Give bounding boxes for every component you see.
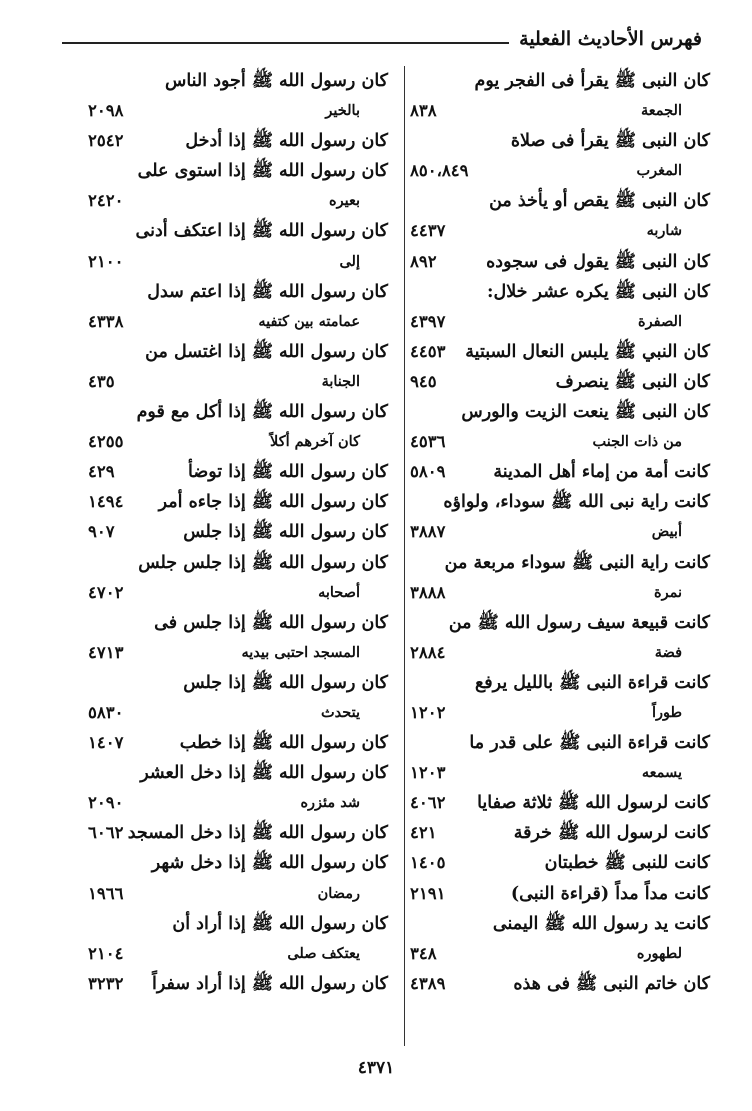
hadith-entry-text: كان رسول الله ﷺ إذا جلس فى [154,612,388,633]
hadith-number: ٢٠٩٨ [88,101,124,121]
index-entry-line [410,848,710,878]
index-entry-line [410,638,710,668]
index-entry-line [410,186,710,216]
index-entry-line [88,427,388,457]
index-column-right [410,66,710,999]
hadith-entry-text: كان النبى ﷺ يقرأ فى صلاة [510,131,710,152]
index-entry-line [88,758,388,788]
entry-continuation-text: أصحابه [318,583,360,601]
index-entry-line [88,216,388,246]
index-entry-line [88,969,388,999]
index-entry-line [410,397,710,427]
entry-continuation-text: الصفرة [638,312,682,330]
hadith-number: ٦٠٦٢ [88,823,124,843]
index-entry-line [88,186,388,216]
hadith-entry-text: كان رسول الله ﷺ إذا دخل العشر [140,763,388,784]
index-entry-line [88,818,388,848]
hadith-number: ٤٢٩ [88,462,115,482]
index-entry-line [88,487,388,517]
hadith-entry-text: كانت لرسول الله ﷺ خرقة [513,823,710,844]
entry-continuation-text: يعتكف صلى [287,944,360,962]
hadith-entry-text: كانت أمة من إماء أهل المدينة [493,462,710,483]
hadith-number: ٨٩٢ [410,251,437,271]
hadith-entry-text: كان رسول الله ﷺ إذا اعتم سدل [147,281,388,302]
index-entry-line [410,307,710,337]
index-entry-line [410,818,710,848]
index-entry-line [88,879,388,909]
hadith-number: ١٢٠٣ [410,763,446,783]
hadith-entry-text: كان رسول الله ﷺ إذا اغتسل من [145,341,388,362]
index-entry-line [410,788,710,818]
hadith-entry-text: كان النبي ﷺ يلبس النعال السبتية [465,341,710,362]
hadith-number: ٣٤٨ [410,943,437,963]
hadith-entry-text: كان رسول الله ﷺ إذا جاءه أمر [158,492,388,513]
index-entry-line [88,247,388,277]
hadith-entry-text: كان رسول الله ﷺ إذا أراد سفراً [152,973,388,994]
index-entry-line [88,668,388,698]
entry-continuation-text: لطهوره [636,944,682,962]
hadith-number: ٣٨٨٨ [410,582,446,602]
index-entry-line [88,848,388,878]
hadith-entry-text: كان رسول الله ﷺ إذا جلس [183,672,388,693]
hadith-number: ٨٥٠،٨٤٩ [410,161,469,181]
hadith-number: ٤٢١ [410,823,437,843]
index-entry-line [88,608,388,638]
index-entry-line [410,277,710,307]
entry-continuation-text: المسجد احتبى بيديه [241,643,360,661]
entry-continuation-text: الجنابة [321,372,360,390]
hadith-number: ٤٣٥ [88,371,115,391]
index-entry-line [410,96,710,126]
index-entry-line [410,337,710,367]
hadith-number: ٤٤٣٧ [410,221,446,241]
entry-continuation-text: المغرب [636,162,682,180]
hadith-entry-text: كان النبى ﷺ يكره عشر خلال: [487,281,710,302]
entry-continuation-text: فضة [654,643,682,661]
hadith-number: ٩٠٧ [88,522,115,542]
hadith-number: ٤٠٦٢ [410,793,446,813]
index-entry-line [88,367,388,397]
hadith-entry-text: كانت قراءة النبى ﷺ بالليل يرفع [474,672,710,693]
hadith-number: ٤٢٥٥ [88,432,124,452]
index-entry-line [410,427,710,457]
hadith-entry-text: كان النبى ﷺ يقرأ فى الفجر يوم [474,71,710,91]
index-entry-line [88,457,388,487]
hadith-entry-text: كان رسول الله ﷺ إذا جلس [183,522,388,543]
index-entry-line [410,608,710,638]
entry-continuation-text: طوراً [651,703,682,721]
index-column-left [88,66,388,999]
hadith-entry-text: كان رسول الله ﷺ إذا جلس جلس [138,552,388,573]
hadith-number: ٤٧٠٢ [88,582,124,602]
hadith-number: ٢١٠٠ [88,251,124,271]
hadith-number: ٤٤٥٣ [410,341,446,361]
hadith-entry-text: كان النبى ﷺ ينعت الزيت والورس [461,402,710,423]
entry-continuation-text: شاربه [646,222,682,240]
index-entry-line [410,698,710,728]
hadith-entry-text: كانت راية النبى ﷺ سوداء مربعة من [444,552,710,573]
entry-continuation-text: كان آخرهم أكلاً [270,433,360,451]
entry-continuation-text: من ذات الجنب [592,433,682,451]
index-entry-line [410,66,710,96]
index-entry-line [88,578,388,608]
page-header [62,26,702,56]
index-entry-line [410,126,710,156]
index-entry-line [410,969,710,999]
entry-continuation-text: الجمعة [641,102,682,120]
index-entry-line [410,939,710,969]
hadith-number: ٤٥٣٦ [410,432,446,452]
entry-continuation-text: أبيض [651,523,682,541]
hadith-number: ٢٠٩٠ [88,793,124,813]
hadith-number: ٣٨٨٧ [410,522,446,542]
hadith-number: ٥٨٠٩ [410,462,446,482]
page-number: ٤٣٧١ [357,1058,395,1078]
index-entry-line [410,517,710,547]
hadith-entry-text: كان رسول الله ﷺ إذا أدخل [185,131,388,152]
entry-continuation-text: نمرة [653,583,682,601]
index-entry-line [88,548,388,578]
index-entry-line [88,788,388,818]
index-entry-line [410,487,710,517]
index-entry-line [88,156,388,186]
hadith-number: ١٤٠٥ [410,853,446,873]
index-entry-line [88,307,388,337]
index-entry-line [410,879,710,909]
entry-continuation-text: إلى [339,252,360,270]
hadith-entry-text: كان النبى ﷺ يقص أو يأخذ من [489,191,710,212]
hadith-number: ٤٣٣٨ [88,311,124,331]
entry-continuation-text: بالخير [325,102,360,120]
index-entry-line [88,397,388,427]
index-entry-line [88,728,388,758]
index-entry-line [410,247,710,277]
hadith-entry-text: كان النبى ﷺ يقول فى سجوده [486,251,710,272]
hadith-entry-text: كان رسول الله ﷺ إذا خطب [179,733,388,754]
entry-continuation-text: رمضان [317,884,360,902]
hadith-number: ٢٨٨٤ [410,642,446,662]
hadith-entry-text: كان خاتم النبى ﷺ فى هذه [513,973,710,994]
hadith-entry-text: كانت لرسول الله ﷺ ثلاثة صفايا [477,793,710,814]
index-entry-line [410,457,710,487]
hadith-entry-text: كان رسول الله ﷺ إذا دخل المسجد [127,823,388,844]
hadith-entry-text: كانت قبيعة سيف رسول الله ﷺ من [448,612,710,633]
index-entry-line [410,548,710,578]
hadith-number: ١٢٠٢ [410,702,446,722]
hadith-number: ٢٤٢٠ [88,191,124,211]
index-entry-line [410,578,710,608]
entry-continuation-text: يسمعه [641,764,682,782]
page-title: فهرس الأحاديث الفعلية [509,28,702,50]
index-entry-line [410,367,710,397]
hadith-number: ٩٤٥ [410,371,437,391]
hadith-entry-text: كان رسول الله ﷺ أجود الناس [164,71,388,91]
hadith-number: ٣٢٣٢ [88,973,124,993]
entry-continuation-text: يتحدث [320,703,360,721]
index-entry-line [88,638,388,668]
hadith-entry-text: كان رسول الله ﷺ إذا توضأ [188,462,388,483]
column-divider [404,66,405,1046]
entry-continuation-text: بعيره [328,192,360,210]
hadith-entry-text: كانت يد رسول الله ﷺ اليمنى [492,913,710,934]
hadith-entry-text: كانت للنبى ﷺ خطبتان [544,853,710,874]
entry-continuation-text: شد مئزره [300,794,360,812]
index-entry-line [88,909,388,939]
hadith-entry-text: كان رسول الله ﷺ إذا أكل مع قوم [136,402,388,423]
index-entry-line [88,277,388,307]
hadith-number: ١٤٠٧ [88,733,124,753]
hadith-number: ٥٨٣٠ [88,702,124,722]
hadith-number: ١٤٩٤ [88,492,124,512]
hadith-number: ١٩٦٦ [88,883,124,903]
hadith-number: ٨٣٨ [410,101,437,121]
hadith-entry-text: كان رسول الله ﷺ إذا اعتكف أدنى [135,221,388,242]
hadith-entry-text: كان رسول الله ﷺ إذا دخل شهر [151,853,388,874]
index-entry-line [88,517,388,547]
index-entry-line [410,668,710,698]
index-entry-line [88,939,388,969]
index-entry-line [88,96,388,126]
hadith-number: ٤٣٩٧ [410,311,446,331]
index-entry-line [88,337,388,367]
index-entry-line [410,728,710,758]
hadith-number: ٢١٩١ [410,883,446,903]
index-entry-line [410,758,710,788]
index-entry-line [410,909,710,939]
hadith-entry-text: كان رسول الله ﷺ إذا أراد أن [172,913,388,934]
index-entry-line [88,698,388,728]
hadith-number: ٤٣٨٩ [410,973,446,993]
hadith-number: ٢٥٤٢ [88,131,124,151]
index-entry-line [88,66,388,96]
hadith-entry-text: كانت راية نبى الله ﷺ سوداء، ولواؤه [443,492,710,513]
hadith-entry-text: كان النبى ﷺ ينصرف [555,371,710,392]
hadith-entry-text: كانت مداً مداً (قراءة النبى) [510,883,710,904]
index-entry-line [88,126,388,156]
entry-continuation-text: عمامته بين كتفيه [258,312,360,330]
index-entry-line [410,156,710,186]
hadith-number: ٤٧١٣ [88,642,124,662]
hadith-entry-text: كانت قراءة النبى ﷺ على قدر ما [469,733,710,754]
index-entry-line [410,216,710,246]
hadith-entry-text: كان رسول الله ﷺ إذا استوى على [137,161,388,182]
hadith-number: ٢١٠٤ [88,943,124,963]
